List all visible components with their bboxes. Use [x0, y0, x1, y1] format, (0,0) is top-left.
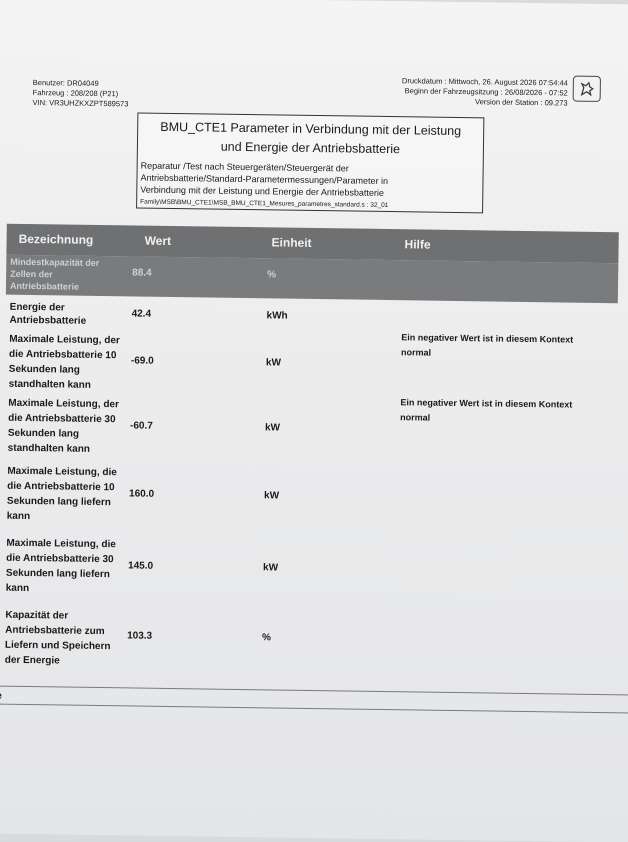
parameter-value: 145.0: [128, 560, 154, 572]
column-header-value: Wert: [144, 233, 172, 248]
lion-logo-icon: [573, 76, 601, 102]
print-date: Druckdatum : Mittwoch, 26. August 2026 07:54:44: [401, 76, 568, 88]
script-path: Family\MSB\BMU_CTE1\MSB_BMU_CTE1_Mesures_parametres_standard.s : 32_01: [140, 198, 389, 210]
parameter-value: 160.0: [129, 488, 155, 500]
parameter-table: [0, 224, 618, 689]
parameter-name: Maximale Leistung, der die Antriebsbatterie 10 Sekunden lang standhalten kann: [8, 333, 120, 391]
parameter-value: 103.3: [127, 630, 153, 642]
vehicle-label: Fahrzeug : 208/208 (P21): [32, 88, 119, 99]
parameter-value: -60.7: [129, 420, 153, 432]
parameter-unit: kW: [265, 357, 282, 369]
parameter-value: 42.4: [131, 308, 152, 320]
column-header-unit: Einheit: [271, 235, 312, 250]
parameter-value: 88.4: [132, 267, 152, 279]
navigation-description: Reparatur /Test nach Steuergeräten/Steuergerät der Antriebsbatterie/Standard-Parametermessungen/Parameter in Verbindung mit der Leistung und Energie der Antriebsbatterie: [140, 160, 389, 198]
parameter-unit: %: [267, 269, 277, 281]
help-text: Ein negativer Wert ist in diesem Kontext normal: [401, 332, 574, 358]
table-row: [4, 330, 617, 405]
session-info: [32, 78, 128, 109]
column-header-help: Hilfe: [404, 237, 431, 252]
table-row: [4, 396, 617, 471]
parameter-unit: kW: [263, 490, 280, 502]
parameter-unit: kW: [262, 562, 279, 574]
divider: [0, 703, 628, 713]
table-row: [0, 606, 613, 689]
help-text: Ein negativer Wert ist in diesem Kontext normal: [400, 397, 573, 423]
user-label: Benutzer: DR04049: [32, 78, 99, 88]
parameter-name: Mindestkapazität der Zellen der Antriebsbatterie: [9, 256, 100, 292]
station-version: Version der Station : 09.273: [474, 97, 568, 108]
session-start: Beginn der Fahrzeugsitzung : 26/08/2026 - 07:52: [404, 86, 568, 98]
page-title: BMU_CTE1 Parameter in Verbindung mit der Leistung und Energie der Antriebsbatterie: [160, 119, 462, 157]
parameter-unit: %: [262, 632, 272, 644]
title-box: [136, 113, 484, 214]
table-row: [2, 534, 615, 615]
parameter-name: Kapazität der Antriebsbatterie zum Liefern und Speichern der Energie: [4, 609, 111, 667]
table-row: [3, 462, 616, 543]
footer-fragment: [0, 691, 2, 702]
parameter-unit: kWh: [266, 310, 288, 322]
column-header-name: Bezeichnung: [18, 231, 94, 247]
parameter-unit: kW: [264, 422, 281, 434]
vin-label: VIN: VR3UHZKXZPT589573: [32, 98, 129, 109]
print-info: [376, 76, 568, 109]
parameter-name: Maximale Leistung, der die Antriebsbatterie 30 Sekunden lang standhalten kann: [7, 397, 119, 455]
parameter-name: Energie der Antriebsbatterie: [9, 301, 87, 327]
parameter-value: -69.0: [130, 355, 154, 367]
parameter-name: Maximale Leistung, die die Antriebsbatterie 30 Sekunden lang liefern kann: [5, 537, 116, 595]
parameter-name: Maximale Leistung, die die Antriebsbatterie 10 Sekunden lang liefern kann: [6, 465, 117, 523]
